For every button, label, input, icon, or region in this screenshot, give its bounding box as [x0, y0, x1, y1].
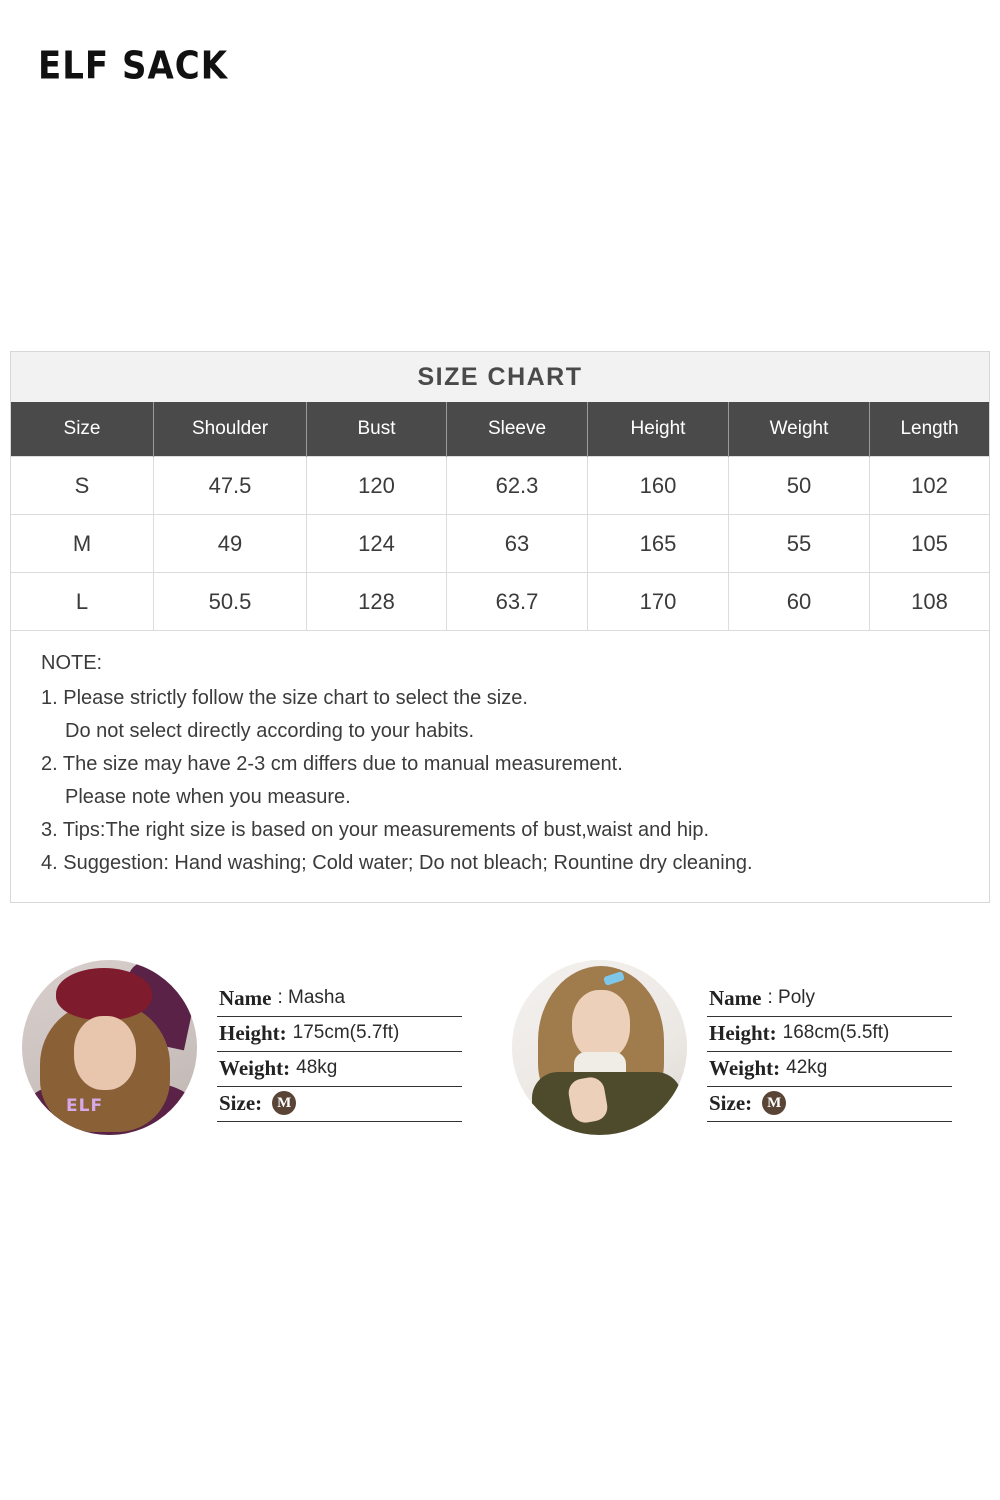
note-heading: NOTE:	[41, 652, 103, 674]
status-badge: M	[272, 1091, 296, 1115]
model-photo-masha: ELF	[22, 960, 197, 1135]
model-height-label: Height:	[219, 1020, 287, 1045]
model-card-masha	[10, 960, 500, 1135]
note-line-3: 3. Tips:The right size is based on your measurements of bust,waist and hip.	[41, 819, 710, 841]
cell-sleeve-s: 62.3	[447, 457, 588, 515]
size-chart-title: SIZE CHART	[11, 352, 989, 402]
model-size-label: Size:	[709, 1090, 753, 1115]
note-line-1: 1. Please strictly follow the size chart to select the size.	[41, 687, 528, 709]
model-name-row	[707, 982, 952, 1017]
note-line-2: 2. The size may have 2-3 cm differs due to manual measurement.	[41, 753, 623, 775]
size-chart-panel	[10, 351, 990, 903]
cell-shoulder-m: 49	[154, 515, 307, 573]
size-chart-table	[11, 402, 989, 630]
model-height-label: Height:	[709, 1020, 777, 1045]
model-height-value: 175cm(5.7ft)	[292, 1022, 400, 1043]
table-row	[11, 515, 989, 573]
cell-size-l: L	[11, 573, 154, 631]
model-name-value: : Poly	[767, 987, 816, 1008]
model-weight-row	[217, 1052, 462, 1087]
model-weight-label: Weight:	[709, 1055, 781, 1080]
model-size-row	[707, 1087, 952, 1122]
cell-sleeve-l: 63.7	[447, 573, 588, 631]
model-height-row	[707, 1017, 952, 1052]
cell-bust-s: 120	[307, 457, 447, 515]
cell-weight-s: 50	[729, 457, 870, 515]
model-size-label: Size:	[219, 1090, 263, 1115]
cell-height-s: 160	[588, 457, 729, 515]
brand-logo-text: ELF SACK	[38, 44, 229, 89]
cell-shoulder-l: 50.5	[154, 573, 307, 631]
model-weight-label: Weight:	[219, 1055, 291, 1080]
model-info-section	[10, 960, 990, 1135]
column-header-shoulder: Shoulder	[154, 402, 307, 457]
table-header-row	[11, 402, 989, 457]
note-line-4: 4. Suggestion: Hand washing; Cold water; Do not bleach; Rountine dry cleaning.	[41, 852, 753, 874]
avatar	[22, 960, 197, 1135]
avatar	[512, 960, 687, 1135]
column-header-weight: Weight	[729, 402, 870, 457]
cell-length-l: 108	[870, 573, 990, 631]
model-details-masha	[217, 960, 462, 1122]
note-section	[11, 630, 989, 902]
cell-size-s: S	[11, 457, 154, 515]
cell-height-m: 165	[588, 515, 729, 573]
table-row	[11, 573, 989, 631]
column-header-size: Size	[11, 402, 154, 457]
cell-bust-l: 128	[307, 573, 447, 631]
note-line-2b: Please note when you measure.	[65, 786, 351, 808]
column-header-height: Height	[588, 402, 729, 457]
model-weight-value: 42kg	[786, 1057, 828, 1078]
model-details-poly	[707, 960, 952, 1122]
model-name-value: : Masha	[277, 987, 346, 1008]
cell-weight-m: 55	[729, 515, 870, 573]
column-header-length: Length	[870, 402, 990, 457]
model-weight-value: 48kg	[296, 1057, 338, 1078]
brand-logo	[38, 44, 228, 89]
cell-weight-l: 60	[729, 573, 870, 631]
model-weight-row	[707, 1052, 952, 1087]
note-line-1b: Do not select directly according to your habits.	[65, 720, 475, 742]
cell-bust-m: 124	[307, 515, 447, 573]
model-card-poly	[500, 960, 990, 1135]
cell-height-l: 170	[588, 573, 729, 631]
model-height-row	[217, 1017, 462, 1052]
status-badge: M	[762, 1091, 786, 1115]
cell-length-s: 102	[870, 457, 990, 515]
cell-size-m: M	[11, 515, 154, 573]
model-size-row	[217, 1087, 462, 1122]
model-name-label: Name	[709, 985, 762, 1010]
cell-length-m: 105	[870, 515, 990, 573]
model-name-row	[217, 982, 462, 1017]
column-header-sleeve: Sleeve	[447, 402, 588, 457]
model-height-value: 168cm(5.5ft)	[782, 1022, 890, 1043]
cell-shoulder-s: 47.5	[154, 457, 307, 515]
model-name-label: Name	[219, 985, 272, 1010]
column-header-bust: Bust	[307, 402, 447, 457]
table-row	[11, 457, 989, 515]
cell-sleeve-m: 63	[447, 515, 588, 573]
model-photo-poly	[512, 960, 687, 1135]
